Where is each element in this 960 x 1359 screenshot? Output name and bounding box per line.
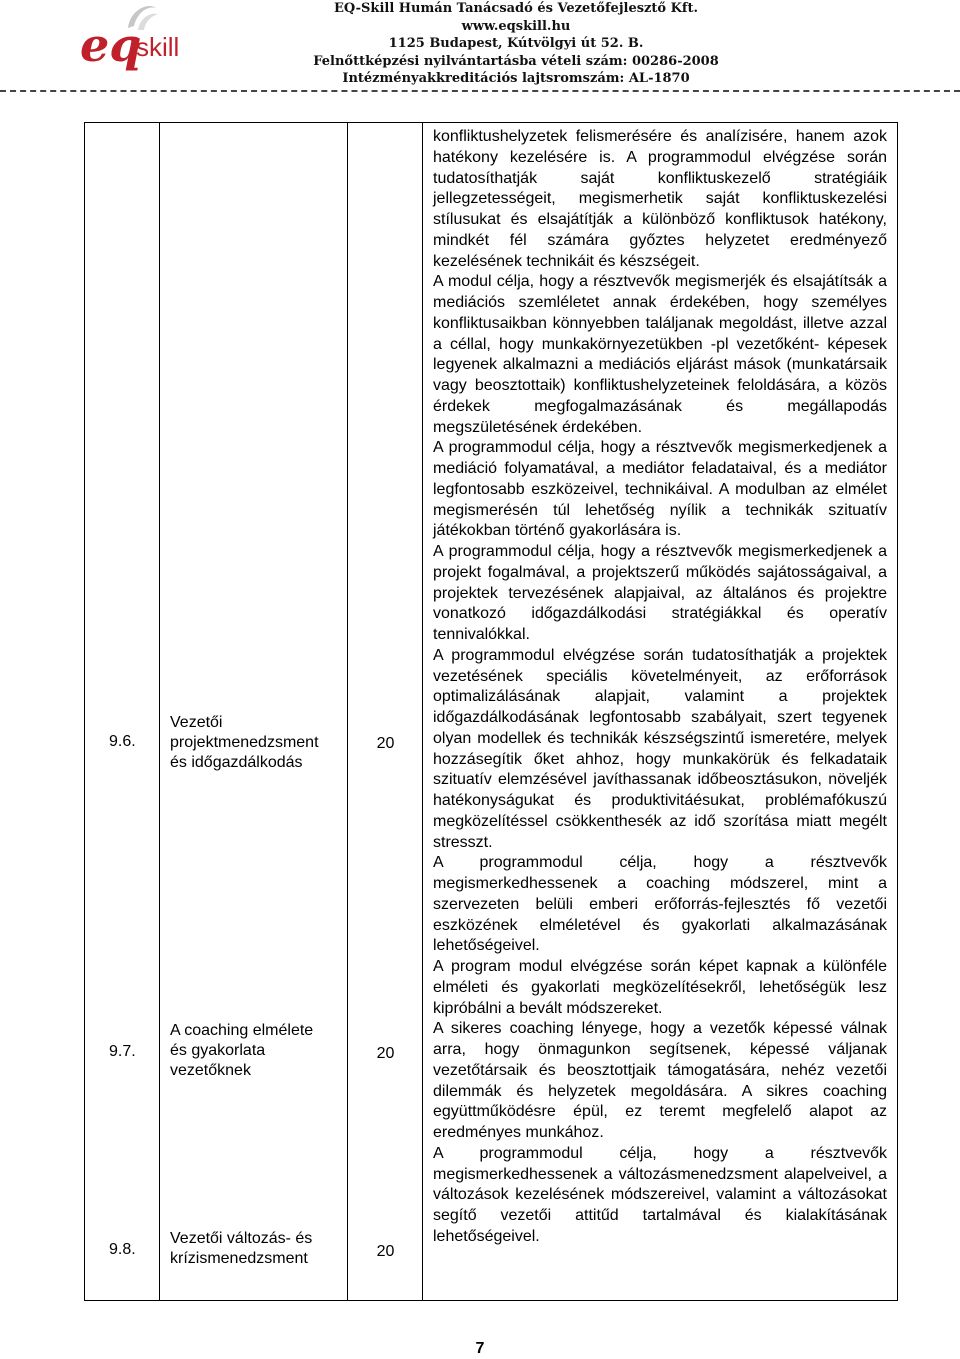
company-name: EQ-Skill Humán Tanácsadó és Vezetőfejlesztő Kft. xyxy=(333,1,699,16)
company-info xyxy=(256,0,776,88)
module-title-line: projektmenedzsment xyxy=(170,734,319,751)
description-paragraph: A program modul elvégzése során képet kapnak a különféle elméleti és gyakorlati megközelítésekről, lehetőségük lesz kipróbálni a bevált módszereket. xyxy=(433,958,887,1017)
logo-eq-text: eq xyxy=(80,18,142,72)
page-header xyxy=(0,0,960,96)
description-paragraph: A modul célja, hogy a résztvevők megismerjék és elsajátítsák a mediációs szemléletet annak érdekében, hogy személyes konfliktusaikban könnyebben találjanak megoldást, illetve azzal a céllal, hogy munkakörnyezetükben -pl vezetőként- képesek legyenek alkalmazni a mediációs eljárást mások (munkatársaik vagy beosztottaik) konfliktushelyzeteinek feloldására, a közös érdekek megfogalmazásának és megállapodás megszületésének érdekében. xyxy=(433,273,887,436)
header-divider xyxy=(0,90,960,92)
module-description-column xyxy=(423,123,898,1301)
module-table xyxy=(84,122,898,1301)
module-title-line: Vezetői változás- és xyxy=(170,1230,313,1247)
description-paragraph: A programmodul célja, hogy a résztvevők megismerkedjenek a mediáció folyamatával, a mediátor feladataival, és a mediátor legfontosabb eszközeivel, technikáival. A modulban az elmélet megismerésén túl lehetőség nyílik a technikák szituatív játékokban történő gyakorlására is. xyxy=(433,439,887,540)
description-paragraph: A programmodul célja, hogy a résztvevők megismerkedjenek a projekt fogalmával, a projektszerű működés sajátosságaival, a projektek tervezésének alapjaival, az általános és projektre vonatkozó időgazdálkodási stratégiákkal és operatív tennivalókkal. xyxy=(433,543,887,643)
company-address: 1125 Budapest, Kútvölgyi út 52. B. xyxy=(388,36,644,51)
module-number: 9.7. xyxy=(109,1043,136,1060)
module-title xyxy=(170,713,319,773)
module-number: 9.8. xyxy=(109,1241,136,1258)
description-paragraph: A programmodul célja, hogy a résztvevők megismerkedhessenek a coaching módszerel, mint a szervezeten belüli emberi erőforrás-fejlesztés fő vezetői eszközének elméletével és gyakorlati alkalmazásának lehetőségeivel. xyxy=(433,854,887,955)
module-hours: 20 xyxy=(376,1243,395,1260)
table-row xyxy=(85,123,898,1301)
module-hours: 20 xyxy=(376,735,395,752)
module-title-line: A coaching elmélete xyxy=(170,1022,314,1039)
module-title-line: Vezetői xyxy=(170,714,223,731)
module-title-line: krízismenedzsment xyxy=(170,1250,308,1267)
description-paragraph: A sikeres coaching lényege, hogy a vezetők képessé válnak arra, hogy önmagunkon segítsenek, képessé váljanak vezetőtársaik és beosztottjaik támogatására, nehéz vezetői dilemmák és helyzetek megoldására. A sikres coaching együttműködésre épül, ez teremt megfelelő alapot az eredményes munkához. xyxy=(433,1020,887,1141)
module-title-line: és időgazdálkodás xyxy=(170,754,303,771)
logo-skill-text: skill xyxy=(136,32,180,62)
registration-number: Felnőttképzési nyilvántartásba vételi szám: 00286-2008 xyxy=(313,53,719,69)
description-paragraph: A programmodul célja, hogy a résztvevők megismerkedhessenek a változásmenedzsment alapelveivel, a változások kezelésének módszereivel, valamint a változásokat segítő vezetői attitűd tartalmával és kialakításának lehetőségeivel. xyxy=(433,1144,887,1245)
page-number: 7 xyxy=(475,1340,485,1357)
description-paragraph: A programmodul elvégzése során tudatosíthatják a projektek vezetésének speciális követelményeit, az erőforrások optimalizálásának alapjait, valamint a projektek időgazdálkodásának legfontosabb szabályait, szert tegyenek olyan modellek és technikák készségszintű ismeretére, melyek hozzásegítik őket ahhoz, hogy munkakörük és felkadataik szituatív elemzésével javíthassanak időbeosztásukon, növeljék hatékonyságukat és produktivitáésukat, problémafókuszú megközelítéssel csökkenthesék az idő szorítása miatt megélt stresszt. xyxy=(433,646,887,851)
module-hours: 20 xyxy=(376,1045,395,1062)
description-paragraph: konfliktushelyzetek felismerésére és analízisére, hanem azok hatékony kezelésére is. A programmodul elvégzése során tudatosíthatják saját konfliktuskezelő stratégiáik jellegzetességeit, megismerhetik saját konfliktuskezelési stílusukat és elsajátítják a különböző konfliktusok hatékony, mindkét fél számára győztes helyzetet eredményező kezelésének technikáit és készségeit. xyxy=(433,128,887,270)
module-number-column xyxy=(85,123,160,1301)
module-title-column xyxy=(160,123,348,1301)
module-title-line: vezetőknek xyxy=(170,1062,251,1079)
module-title xyxy=(170,1021,313,1081)
accreditation-number: Intézményakkreditációs lajtsromszám: AL-1870 xyxy=(342,71,690,86)
eqskill-logo xyxy=(80,0,190,80)
company-website: www.eqskill.hu xyxy=(461,18,571,34)
module-title xyxy=(170,1229,312,1269)
module-title-line: és gyakorlata xyxy=(170,1042,266,1059)
module-hours-column xyxy=(348,123,423,1301)
module-number: 9.6. xyxy=(109,733,136,750)
